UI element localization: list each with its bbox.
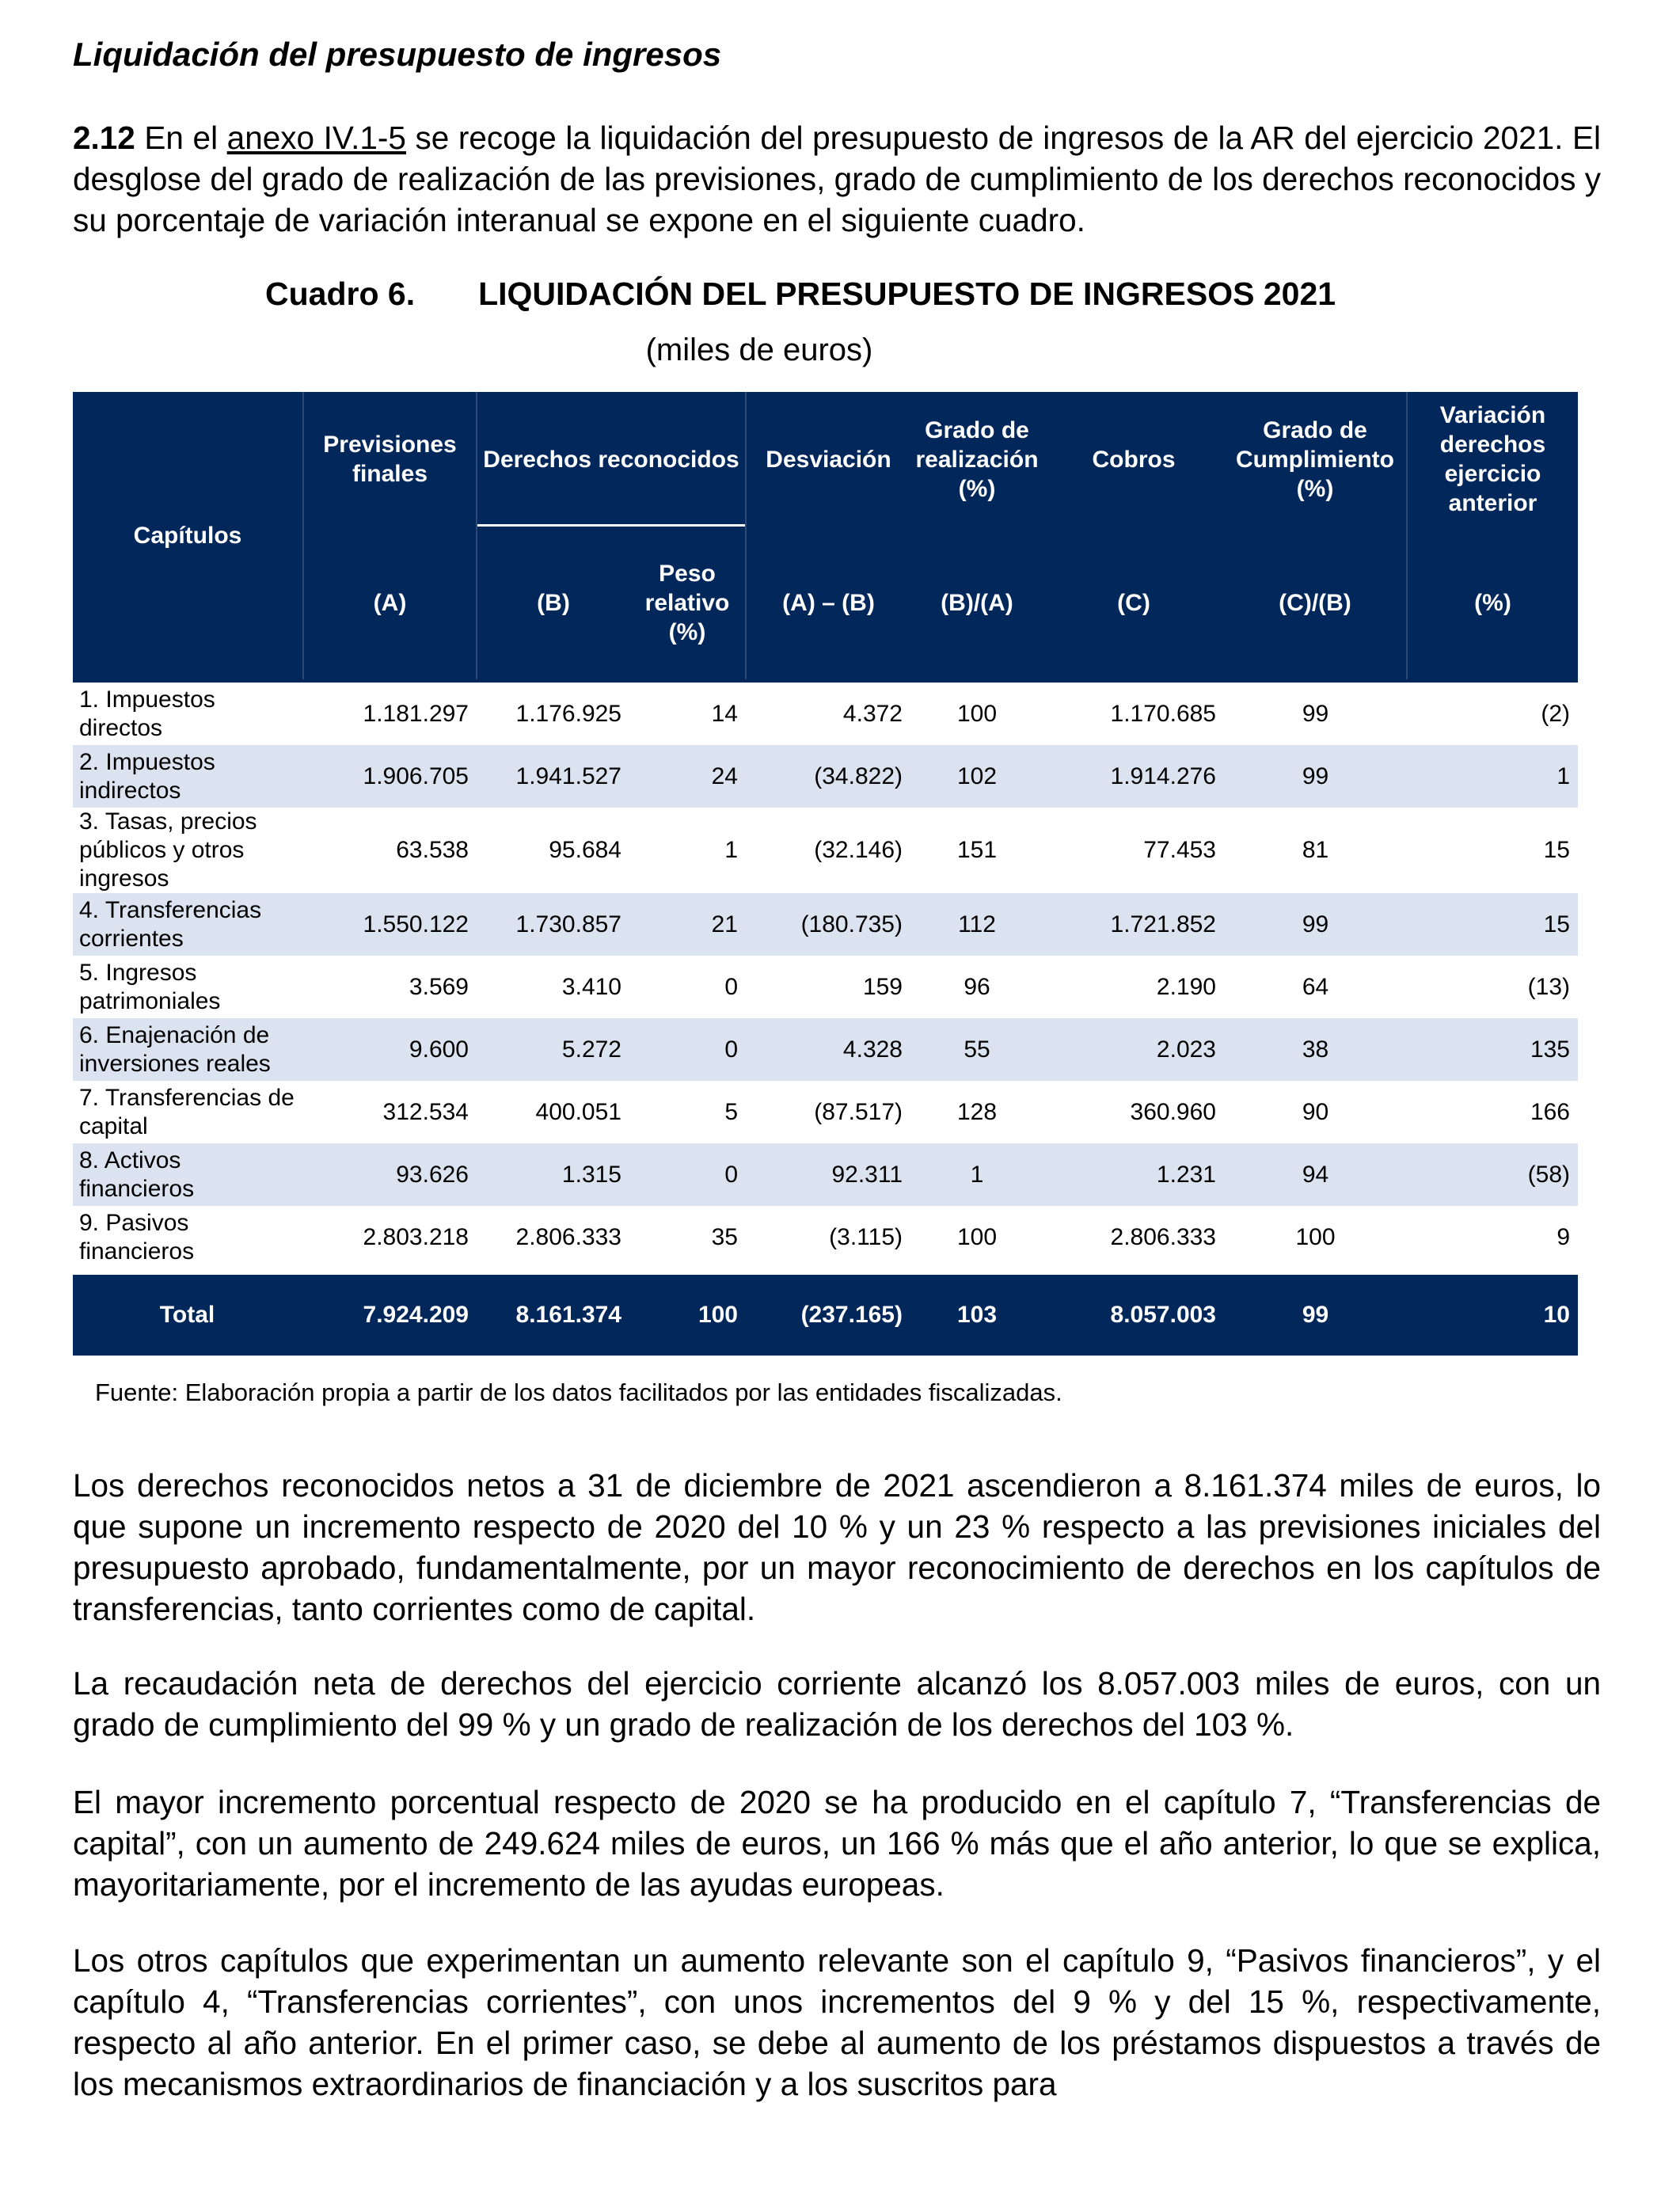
row-grado-realizacion: 112 bbox=[910, 893, 1043, 956]
header-cobros: Cobros bbox=[1043, 392, 1224, 527]
row-previsiones: 1.181.297 bbox=[303, 681, 477, 745]
total-row bbox=[73, 1272, 1578, 1356]
row-peso: 0 bbox=[629, 1143, 746, 1206]
paragraph-number: 2.12 bbox=[73, 120, 135, 156]
header-derechos: Derechos reconocidos bbox=[477, 392, 746, 527]
row-variacion: 9 bbox=[1556, 1223, 1570, 1250]
table-caption bbox=[265, 276, 1336, 313]
row-previsiones: 63.538 bbox=[396, 837, 469, 863]
row-derechos: 95.684 bbox=[549, 837, 621, 863]
annex-link[interactable]: anexo IV.1-5 bbox=[226, 120, 406, 156]
total-grado-realizacion: 103 bbox=[910, 1272, 1043, 1356]
row-chapter: 9. Pasivos financieros bbox=[79, 1209, 195, 1264]
row-cobros: 2.806.333 bbox=[1110, 1223, 1216, 1250]
row-derechos: 1.315 bbox=[477, 1143, 629, 1206]
row-chapter: 8. Activos financieros bbox=[73, 1143, 303, 1206]
table-title: LIQUIDACIÓN DEL PRESUPUESTO DE INGRESOS 2021 bbox=[478, 276, 1336, 312]
row-chapter: 4. Transferencias corrientes bbox=[73, 893, 303, 956]
subheader-c: (C) bbox=[1043, 527, 1224, 681]
row-grado-realizacion: 151 bbox=[956, 837, 998, 863]
row-desviacion: 4.372 bbox=[746, 681, 910, 745]
row-derechos: 400.051 bbox=[535, 1098, 621, 1125]
row-grado-realizacion: 1 bbox=[910, 1143, 1043, 1206]
row-variacion: 135 bbox=[1407, 1018, 1578, 1081]
row-cobros: 2.023 bbox=[1043, 1018, 1224, 1081]
total-previsiones: 7.924.209 bbox=[303, 1272, 477, 1356]
paragraph-derechos: Los derechos reconocidos netos a 31 de diciembre de 2021 ascendieron a 8.161.374 miles de euros, lo que supone un incremento respecto de 2020 del 10 % y un 23 % respecto a las previsiones iniciales del presupuesto aprobado, fundamentalmente, por un mayor reconocimiento de derechos en los capítulos de transferencias, tanto corrientes como de capital. bbox=[73, 1467, 1601, 1627]
subheader-a: (A) bbox=[303, 527, 477, 681]
row-previsiones: 93.626 bbox=[303, 1143, 477, 1206]
total-derechos: 8.161.374 bbox=[477, 1272, 629, 1356]
table-row bbox=[73, 1206, 1578, 1272]
row-derechos: 2.806.333 bbox=[515, 1223, 621, 1250]
row-chapter: 1. Impuestos directos bbox=[73, 681, 303, 745]
row-previsiones: 3.569 bbox=[409, 973, 469, 1000]
row-grado-cumplimiento: 81 bbox=[1302, 837, 1329, 863]
row-chapter: 6. Enajenación de inversiones reales bbox=[73, 1018, 303, 1081]
table-row bbox=[73, 956, 1578, 1018]
row-previsiones: 1.906.705 bbox=[303, 745, 477, 808]
subheader-c-over-b: (C)/(B) bbox=[1224, 527, 1407, 681]
row-derechos: 1.176.925 bbox=[477, 681, 629, 745]
subheader-b-over-a: (B)/(A) bbox=[910, 527, 1043, 681]
header-chapters: Capítulos bbox=[73, 392, 303, 681]
row-cobros: 1.170.685 bbox=[1043, 681, 1224, 745]
row-peso: 0 bbox=[724, 973, 738, 1000]
table-row bbox=[73, 893, 1578, 956]
total-desviacion: (237.165) bbox=[746, 1272, 910, 1356]
row-grado-cumplimiento: 64 bbox=[1302, 973, 1329, 1000]
row-grado-cumplimiento: 100 bbox=[1295, 1223, 1336, 1250]
row-previsiones: 312.534 bbox=[382, 1098, 469, 1125]
subheader-a-minus-b: (A) – (B) bbox=[746, 527, 910, 681]
row-chapter: 5. Ingresos patrimoniales bbox=[79, 959, 221, 1014]
row-peso: 5 bbox=[724, 1098, 738, 1125]
row-grado-realizacion: 96 bbox=[964, 973, 990, 1000]
row-cobros: 2.190 bbox=[1156, 973, 1216, 1000]
row-grado-cumplimiento: 99 bbox=[1224, 745, 1407, 808]
row-grado-cumplimiento: 99 bbox=[1224, 681, 1407, 745]
row-derechos: 1.941.527 bbox=[477, 745, 629, 808]
row-desviacion: (3.115) bbox=[829, 1223, 903, 1250]
row-cobros: 360.960 bbox=[1130, 1098, 1216, 1125]
subheader-pct: (%) bbox=[1407, 527, 1578, 681]
row-variacion: 166 bbox=[1530, 1098, 1570, 1125]
table-row bbox=[73, 808, 1578, 893]
row-variacion: 15 bbox=[1543, 837, 1570, 863]
row-desviacion: 159 bbox=[862, 973, 903, 1000]
header-grado-realizacion: Grado de realización (%) bbox=[910, 392, 1043, 527]
header-desviacion: Desviación bbox=[746, 392, 910, 527]
row-chapter: 7. Transferencias de capital bbox=[79, 1084, 295, 1139]
row-desviacion: (180.735) bbox=[746, 893, 910, 956]
row-cobros: 1.914.276 bbox=[1043, 745, 1224, 808]
row-grado-realizacion: 100 bbox=[956, 1223, 998, 1250]
total-variacion: 10 bbox=[1407, 1272, 1578, 1356]
row-variacion: 15 bbox=[1407, 893, 1578, 956]
row-desviacion: 4.328 bbox=[746, 1018, 910, 1081]
row-previsiones: 2.803.218 bbox=[363, 1223, 469, 1250]
row-peso: 21 bbox=[629, 893, 746, 956]
row-grado-realizacion: 102 bbox=[910, 745, 1043, 808]
row-chapter: 2. Impuestos indirectos bbox=[73, 745, 303, 808]
table-row bbox=[73, 1143, 1578, 1206]
row-peso: 14 bbox=[629, 681, 746, 745]
header-variacion: Variación derechos ejercicio anterior bbox=[1407, 392, 1578, 527]
table-row bbox=[73, 745, 1578, 808]
budget-table bbox=[73, 392, 1578, 1356]
table-row bbox=[73, 681, 1578, 745]
row-previsiones: 1.550.122 bbox=[303, 893, 477, 956]
table-units: (miles de euros) bbox=[645, 333, 873, 367]
paragraph-recaudacion: La recaudación neta de derechos del ejercicio corriente alcanzó los 8.057.003 miles de euros, con un grado de cumplimiento del 99 % y un grado de realización de los derechos del 103 %. bbox=[73, 1665, 1601, 1743]
row-derechos: 3.410 bbox=[561, 973, 621, 1000]
intro-text-before: En el bbox=[135, 120, 227, 156]
row-grado-realizacion: 128 bbox=[956, 1098, 998, 1125]
header-grado-cumplimiento: Grado de Cumplimiento (%) bbox=[1224, 392, 1407, 527]
total-cobros: 8.057.003 bbox=[1043, 1272, 1224, 1356]
subheader-peso: Peso relativo (%) bbox=[629, 527, 746, 681]
row-derechos: 1.730.857 bbox=[477, 893, 629, 956]
row-peso: 35 bbox=[711, 1223, 738, 1250]
table-row bbox=[73, 1081, 1578, 1143]
intro-paragraph bbox=[73, 117, 1601, 241]
row-grado-realizacion: 55 bbox=[910, 1018, 1043, 1081]
row-variacion: (13) bbox=[1527, 973, 1570, 1000]
header-previsiones: Previsiones finales bbox=[303, 392, 477, 527]
row-grado-cumplimiento: 90 bbox=[1302, 1098, 1329, 1125]
row-derechos: 5.272 bbox=[477, 1018, 629, 1081]
paragraph-otros-capitulos: Los otros capítulos que experimentan un aumento relevante son el capítulo 9, “Pasivos financieros”, y el capítulo 4, “Transferencias corrientes”, con unos incrementos del 9 % y del 15 %, respectivamente, respecto al año anterior. En el primer caso, se debe al aumento de los préstamos dispuestos a través de los mecanismos extraordinarios de financiación y a los suscritos para bbox=[73, 1942, 1601, 2102]
row-grado-cumplimiento: 38 bbox=[1224, 1018, 1407, 1081]
row-desviacion: (32.146) bbox=[814, 837, 903, 863]
paragraph-incremento: El mayor incremento porcentual respecto de 2020 se ha producido en el capítulo 7, “Transferencias de capital”, con un aumento de 249.624 miles de euros, un 166 % más que el año anterior, lo que se explica, mayoritariamente, por el incremento de las ayudas europeas. bbox=[73, 1784, 1601, 1903]
intro-text-after: se recoge la liquidación del presupuesto de ingresos de la AR del ejercicio 2021. El desglose del grado de realización de las previsiones, grado de cumplimiento de los derechos reconocidos y su porcentaje de variación interanual se expone en el siguiente cuadro. bbox=[73, 120, 1601, 238]
table-row bbox=[73, 1018, 1578, 1081]
total-grado-cumplimiento: 99 bbox=[1224, 1272, 1407, 1356]
row-grado-realizacion: 100 bbox=[910, 681, 1043, 745]
row-peso: 1 bbox=[724, 837, 738, 863]
row-variacion: (2) bbox=[1407, 681, 1578, 745]
section-heading: Liquidación del presupuesto de ingresos bbox=[73, 36, 722, 73]
table-source: Fuente: Elaboración propia a partir de los datos facilitados por las entidades fiscalizadas. bbox=[95, 1379, 1062, 1406]
subheader-b: (B) bbox=[477, 527, 629, 681]
row-chapter: 3. Tasas, precios públicos y otros ingresos bbox=[79, 808, 257, 892]
row-desviacion: (87.517) bbox=[814, 1098, 903, 1125]
row-grado-cumplimiento: 94 bbox=[1224, 1143, 1407, 1206]
row-variacion: (58) bbox=[1407, 1143, 1578, 1206]
row-cobros: 1.721.852 bbox=[1043, 893, 1224, 956]
row-peso: 24 bbox=[629, 745, 746, 808]
row-cobros: 77.453 bbox=[1143, 837, 1216, 863]
row-grado-cumplimiento: 99 bbox=[1224, 893, 1407, 956]
table-label: Cuadro 6. bbox=[265, 276, 416, 312]
row-peso: 0 bbox=[629, 1018, 746, 1081]
row-cobros: 1.231 bbox=[1043, 1143, 1224, 1206]
total-peso: 100 bbox=[629, 1272, 746, 1356]
total-label: Total bbox=[73, 1272, 303, 1356]
row-desviacion: (34.822) bbox=[746, 745, 910, 808]
row-desviacion: 92.311 bbox=[746, 1143, 910, 1206]
row-previsiones: 9.600 bbox=[303, 1018, 477, 1081]
row-variacion: 1 bbox=[1407, 745, 1578, 808]
